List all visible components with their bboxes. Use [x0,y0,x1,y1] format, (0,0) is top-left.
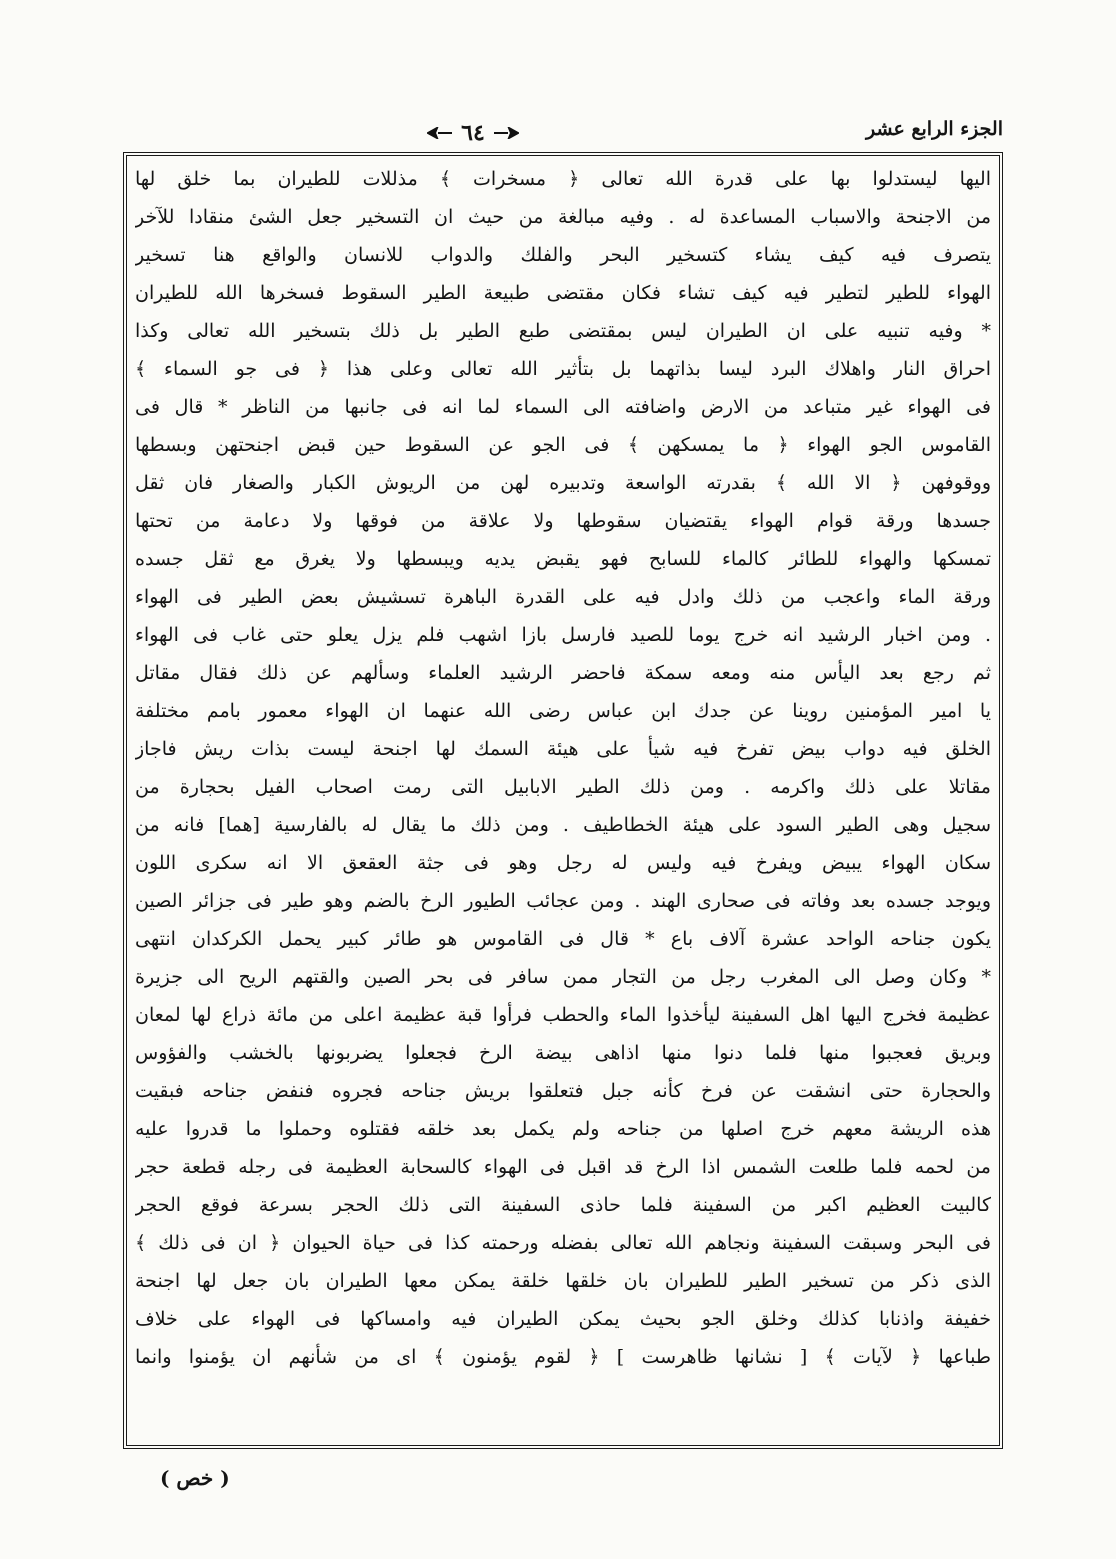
text-line: والحجارة حتى انشقت عن فرخ كأنه جبل فتعلقوا بريش جناحه فجروه فنفض جناحه فبقيت [135,1080,991,1102]
page-header [123,116,1003,152]
text-line: ويوجد جسده بعد وفاته فى صحارى الهند . ومن عجائب الطيور الرخ بالضم وهو طير فى جزائر الصين [135,890,991,912]
text-line: احراق النار واهلاك البرد ليسا بذاتهما بل بتأثير الله تعالى وعلى هذا ﴿ فى جو السماء ﴾ [135,358,991,380]
text-line: الخلق فيه دواب بيض تفرخ فيه شيأ على هيئة السمك لها اجنحة ليست بذات ريش فاجاز [135,738,991,760]
body-text [135,160,991,1376]
text-line: * وفيه تنبيه على ان الطيران ليس بمقتضى طبع الطير بل ذلك بتسخير الله تعالى وكذا [135,320,991,342]
text-line: . ومن اخبار الرشيد انه خرج يوما للصيد فارسل بازا اشهب فلم يزل يعلو حتى غاب فى الهواء [135,624,991,646]
text-line: مقاتلا على ذلك واكرمه . ومن ذلك الطير الابابيل التى رمت اصحاب الفيل بحجارة من [135,776,991,798]
text-line: هذه الريشة معهم خرج اصلها من جناحه ولم يكمل بعد خلقه فقتلوه وحملوا ما قدروا عليه [135,1118,991,1140]
text-line: * وكان وصل الى المغرب رجل من التجار ممن سافر فى بحر الصين والقتهم الريح الى جزيرة [135,966,991,988]
text-line: يكون جناحه الواحد عشرة آلاف باع * قال فى القاموس هو طائر كبير يحمل الكركدان انتهى [135,928,991,950]
text-line: عظيمة فخرج اليها اهل السفينة ليأخذوا الماء والحطب فرأوا قبة عظيمة اعلى من مائة ذراع لها لمعان [135,1004,991,1026]
text-line: من الاجنحة والاسباب المساعدة له . وفيه مبالغة من حيث ان التسخير جعل الشئ منقادا للآخر [135,206,991,228]
text-line: الهواء للطير لتطير فيه كيف تشاء فكان مقتضى طبيعة الطير السقوط فسخرها الله للطيران [135,282,991,304]
text-line: ورقة الماء واعجب من ذلك وادل فيه على القدرة الباهرة تسشيش بعض الطير فى الهواء [135,586,991,608]
text-line: فى البحر وسبقت السفينة ونجاهم الله تعالى بفضله ورحمته كذا فى حياة الحيوان ﴿ ان فى ذلك ﴾ [135,1232,991,1254]
text-line: طباعها ﴿ لآيات ﴾ [ نشانها ظاهرست ] ﴿ لقوم يؤمنون ﴾ اى من شأنهم ان يؤمنوا وانما [135,1346,991,1368]
text-line: فى الهواء غير متباعد من الارض واضافته الى السماء لما انه فى جانبها من الناظر * قال فى [135,396,991,418]
page-number: ٦٤ [461,120,485,146]
text-line: الذى ذكر من تسخير الطير للطيران بان خلقها خلقة يمكن معها الطيران بان جعل لها اجنحة [135,1270,991,1292]
text-line: سكان الهواء يبيض ويفرخ فيه وليس له رجل وهو فى جثة العقعق الا انه سكرى اللون [135,852,991,874]
ornament-right-icon [493,127,519,139]
text-line: ثم رجع بعد اليأس منه ومعه سمكة فاحضر الرشيد العلماء وسألهم عن ذلك فقال مقاتل [135,662,991,684]
text-line: تمسكها والهواء للطائر كالماء للسابح فهو يقبض يديه ويبسطها ولا يغرق مع ثقل جسده [135,548,991,570]
page-number-block [413,116,533,150]
text-line: القاموس الجو الهواء ﴿ ما يمسكهن ﴾ فى الجو عن السقوط حين قبض اجنحتهن وبسطها [135,434,991,456]
text-line: خفيفة واذنابا كذلك وخلق الجو بحيث يمكن الطيران فيه وامساكها فى الهواء على خلاف [135,1308,991,1330]
text-line: من لحمه فلما طلعت الشمس اذا الرخ قد اقبل فى الهواء كالسحابة العظيمة فى رجله قطعة حجر [135,1156,991,1178]
text-line: سجيل وهى الطير السود على هيئة الخطاطيف . ومن ذلك ما يقال له بالفارسية [هما] فانه من [135,814,991,836]
text-line: كالبيت العظيم اكبر من السفينة فلما حاذى السفينة التى ذلك الحجر بسرعة فوقع الحجر [135,1194,991,1216]
text-line: اليها ليستدلوا بها على قدرة الله تعالى ﴿ مسخرات ﴾ مذللات للطيران بما خلق لها [135,168,991,190]
text-line: يا امير المؤمنين روينا عن جدك ابن عباس رضى الله عنهما ان الهواء معمور بامم مختلفة [135,700,991,722]
part-title: الجزء الرابع عشر [866,118,1003,140]
text-line: جسدها ورقة قوام الهواء يقتضيان سقوطها ولا علاقة من فوقها ولا دعامة من تحتها [135,510,991,532]
signature-mark: ( خص ) [160,1466,230,1490]
ornament-left-icon [427,127,453,139]
text-line: ووقوفهن ﴿ الا الله ﴾ بقدرته الواسعة وتدبيره لهن من الريوش الكبار والصغار فان ثقل [135,472,991,494]
text-line: وبريق فعجبوا منها فلما دنوا منها اذاهى بيضة الرخ فجعلوا يضربونها بالخشب والفؤوس [135,1042,991,1064]
text-line: يتصرف فيه كيف يشاء كتسخير البحر والفلك والدواب للانسان والواقع هنا تسخير [135,244,991,266]
